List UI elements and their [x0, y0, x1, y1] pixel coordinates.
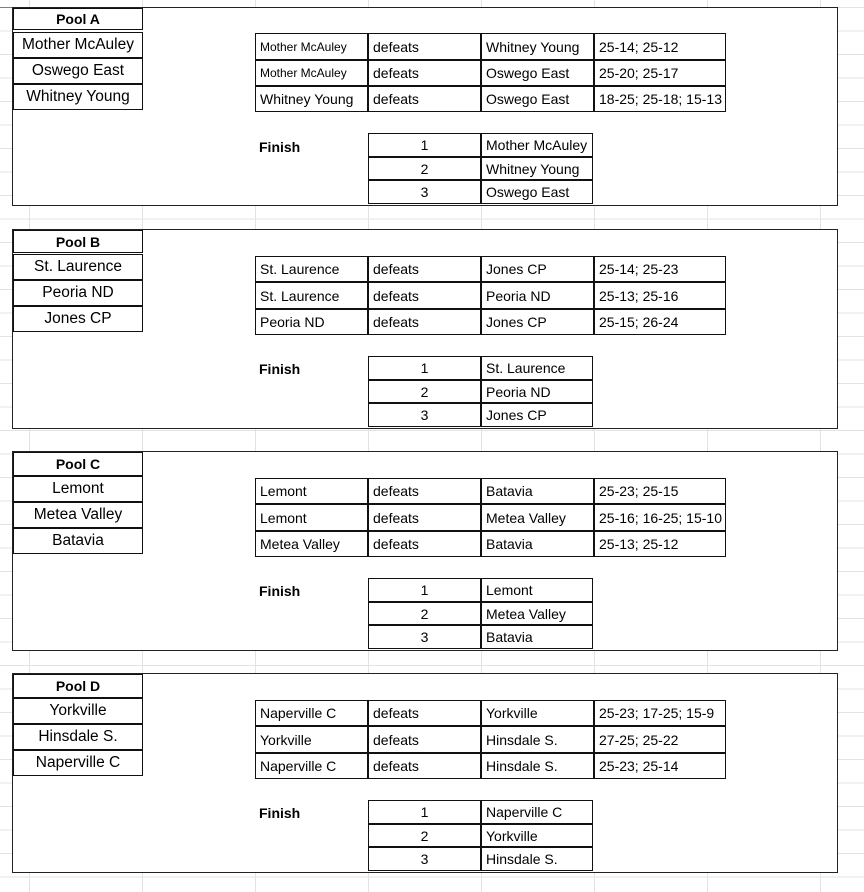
match-winner-cell[interactable]: Naperville C: [255, 700, 368, 726]
match-score-cell[interactable]: 25-14; 25-12: [594, 33, 726, 60]
match-loser-cell[interactable]: Hinsdale S.: [481, 726, 594, 753]
finish-label: Finish: [259, 139, 301, 155]
pool-team-cell[interactable]: Whitney Young: [13, 84, 143, 110]
finish-rank-cell[interactable]: 1: [368, 800, 481, 824]
match-result-cell[interactable]: defeats: [368, 309, 481, 335]
finish-rank-cell[interactable]: 2: [368, 824, 481, 847]
finish-rank-cell[interactable]: 3: [368, 847, 481, 871]
match-score-cell[interactable]: 25-14; 25-23: [594, 256, 726, 282]
pool-team-cell[interactable]: Metea Valley: [13, 502, 143, 528]
match-score-cell[interactable]: 25-20; 25-17: [594, 60, 726, 86]
match-score-cell[interactable]: 27-25; 25-22: [594, 726, 726, 753]
match-loser-cell[interactable]: Jones CP: [481, 309, 594, 335]
finish-team-cell[interactable]: Hinsdale S.: [481, 847, 593, 871]
match-winner-cell[interactable]: Lemont: [255, 478, 368, 504]
finish-label: Finish: [259, 583, 301, 599]
match-loser-cell[interactable]: Batavia: [481, 531, 594, 557]
finish-rank-cell[interactable]: 2: [368, 380, 481, 403]
pool-team-cell[interactable]: Naperville C: [13, 750, 143, 776]
pool-team-cell[interactable]: Batavia: [13, 528, 143, 554]
match-result-cell[interactable]: defeats: [368, 86, 481, 112]
pool-team-cell[interactable]: Peoria ND: [13, 280, 143, 306]
finish-team-cell[interactable]: Metea Valley: [481, 602, 593, 625]
match-result-cell[interactable]: defeats: [368, 726, 481, 753]
match-score-cell[interactable]: 25-13; 25-12: [594, 531, 726, 557]
finish-team-cell[interactable]: Yorkville: [481, 824, 593, 847]
finish-rank-cell[interactable]: 1: [368, 356, 481, 380]
finish-team-cell[interactable]: Batavia: [481, 625, 593, 649]
match-result-cell[interactable]: defeats: [368, 256, 481, 282]
match-winner-cell[interactable]: Mother McAuley: [255, 60, 368, 86]
pool-header: Pool C: [13, 452, 143, 476]
finish-team-cell[interactable]: Naperville C: [481, 800, 593, 824]
match-loser-cell[interactable]: Metea Valley: [481, 504, 594, 531]
finish-team-cell[interactable]: Lemont: [481, 578, 593, 602]
match-result-cell[interactable]: defeats: [368, 282, 481, 309]
pool-team-cell[interactable]: Hinsdale S.: [13, 724, 143, 750]
match-winner-cell[interactable]: St. Laurence: [255, 256, 368, 282]
match-winner-cell[interactable]: Lemont: [255, 504, 368, 531]
match-result-cell[interactable]: defeats: [368, 33, 481, 60]
finish-rank-cell[interactable]: 1: [368, 578, 481, 602]
pool-team-cell[interactable]: Lemont: [13, 476, 143, 502]
match-winner-cell[interactable]: Yorkville: [255, 726, 368, 753]
match-score-cell[interactable]: 25-23; 25-14: [594, 753, 726, 779]
match-winner-cell[interactable]: Naperville C: [255, 753, 368, 779]
match-loser-cell[interactable]: Jones CP: [481, 256, 594, 282]
match-score-cell[interactable]: 18-25; 25-18; 15-13: [594, 86, 726, 112]
match-loser-cell[interactable]: Peoria ND: [481, 282, 594, 309]
match-loser-cell[interactable]: Hinsdale S.: [481, 753, 594, 779]
match-winner-cell[interactable]: St. Laurence: [255, 282, 368, 309]
pool-team-cell[interactable]: Oswego East: [13, 58, 143, 84]
match-loser-cell[interactable]: Whitney Young: [481, 33, 594, 60]
pool-header: Pool D: [13, 674, 143, 698]
finish-rank-cell[interactable]: 2: [368, 602, 481, 625]
pool-header: Pool A: [13, 8, 143, 30]
finish-rank-cell[interactable]: 3: [368, 625, 481, 649]
pool-a-block: [12, 7, 838, 206]
match-result-cell[interactable]: defeats: [368, 700, 481, 726]
match-loser-cell[interactable]: Oswego East: [481, 86, 594, 112]
match-winner-cell[interactable]: Metea Valley: [255, 531, 368, 557]
finish-rank-cell[interactable]: 3: [368, 403, 481, 427]
match-winner-cell[interactable]: Whitney Young: [255, 86, 368, 112]
pool-team-cell[interactable]: St. Laurence: [13, 254, 143, 280]
finish-team-cell[interactable]: Oswego East: [481, 180, 593, 204]
finish-team-cell[interactable]: Mother McAuley: [481, 133, 593, 157]
match-score-cell[interactable]: 25-23; 25-15: [594, 478, 726, 504]
pool-d-block: [12, 673, 838, 873]
match-score-cell[interactable]: 25-23; 17-25; 15-9: [594, 700, 726, 726]
finish-team-cell[interactable]: Peoria ND: [481, 380, 593, 403]
match-result-cell[interactable]: defeats: [368, 504, 481, 531]
finish-label: Finish: [259, 805, 301, 821]
match-score-cell[interactable]: 25-16; 16-25; 15-10: [594, 504, 726, 531]
finish-team-cell[interactable]: Jones CP: [481, 403, 593, 427]
pool-b-block: [12, 229, 838, 429]
finish-rank-cell[interactable]: 2: [368, 157, 481, 180]
match-loser-cell[interactable]: Batavia: [481, 478, 594, 504]
match-winner-cell[interactable]: Mother McAuley: [255, 33, 368, 60]
match-loser-cell[interactable]: Yorkville: [481, 700, 594, 726]
match-result-cell[interactable]: defeats: [368, 753, 481, 779]
match-result-cell[interactable]: defeats: [368, 478, 481, 504]
match-result-cell[interactable]: defeats: [368, 60, 481, 86]
match-result-cell[interactable]: defeats: [368, 531, 481, 557]
finish-rank-cell[interactable]: 3: [368, 180, 481, 204]
match-score-cell[interactable]: 25-13; 25-16: [594, 282, 726, 309]
finish-team-cell[interactable]: Whitney Young: [481, 157, 593, 180]
finish-label: Finish: [259, 361, 301, 377]
match-score-cell[interactable]: 25-15; 26-24: [594, 309, 726, 335]
pool-header: Pool B: [13, 230, 143, 253]
finish-team-cell[interactable]: St. Laurence: [481, 356, 593, 380]
pool-c-block: [12, 451, 838, 651]
pool-team-cell[interactable]: Yorkville: [13, 698, 143, 724]
match-loser-cell[interactable]: Oswego East: [481, 60, 594, 86]
pool-team-cell[interactable]: Jones CP: [13, 306, 143, 332]
finish-rank-cell[interactable]: 1: [368, 133, 481, 157]
pool-team-cell[interactable]: Mother McAuley: [13, 32, 143, 58]
match-winner-cell[interactable]: Peoria ND: [255, 309, 368, 335]
